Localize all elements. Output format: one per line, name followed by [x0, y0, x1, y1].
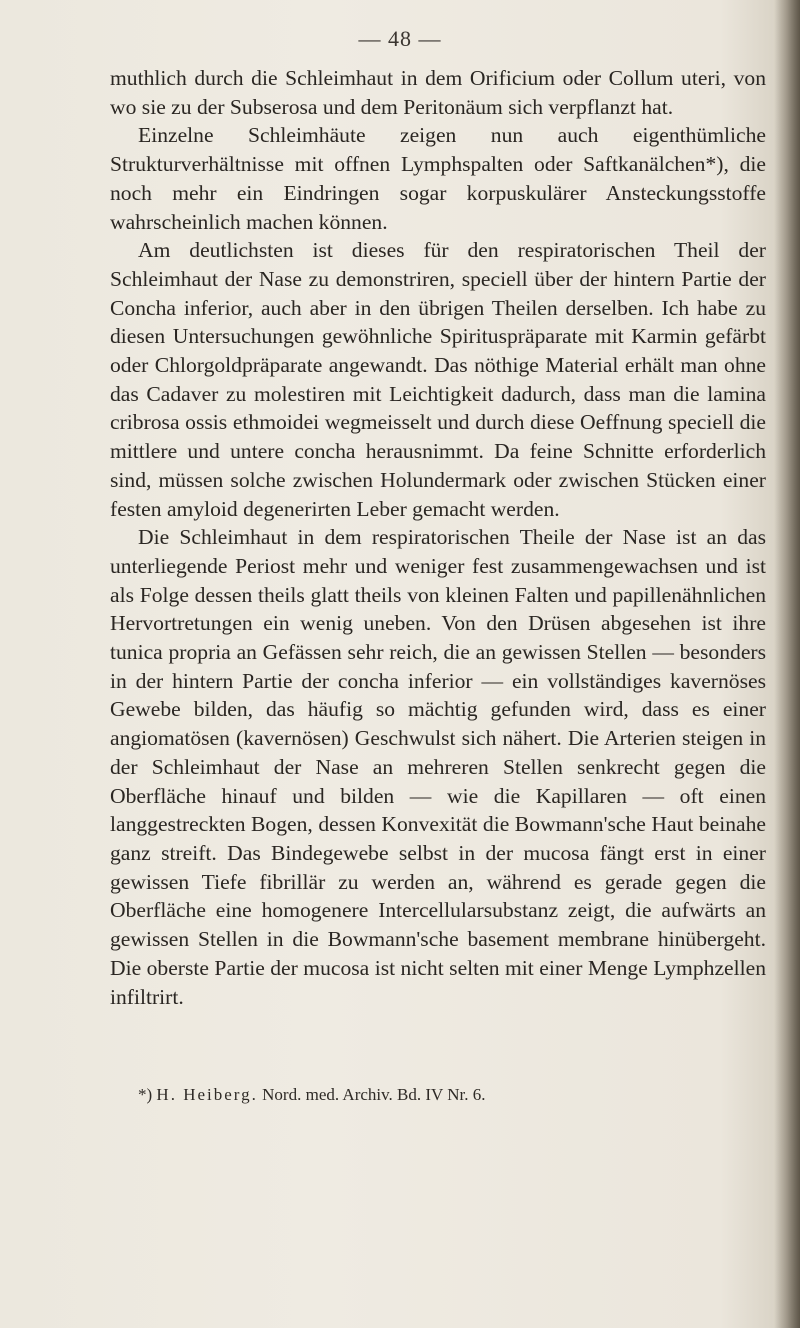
footnote-author: H. Heiberg. [156, 1085, 258, 1104]
footnote [138, 1084, 758, 1106]
page-edge-shadow [774, 0, 800, 1328]
footnote-citation: Nord. med. Archiv. Bd. IV Nr. 6. [262, 1085, 486, 1104]
paragraph-2: Einzelne Schleimhäute zeigen nun auch eigenthümliche Strukturverhältnisse mit offnen Lymphspalten oder Saftkanälchen*), die noch mehr ein Eindringen sogar korpuskulärer Ansteckungsstoffe wahrscheinlich machen können. [110, 123, 766, 234]
page-number: — 48 — [358, 26, 442, 51]
paragraph-4: Die Schleimhaut in dem respiratorischen Theile der Nase ist an das unterliegende Periost mehr und weniger fest zusammengewachsen und ist als Folge dessen theils glatt theils von kleinen Falten und papillenähnlichen Hervortretungen ein wenig uneben. Von den Drüsen abgesehen ist ihre tunica propria an Gefässen sehr reich, die an gewissen Stellen — besonders in der hintern Partie der concha inferior — ein vollständiges kavernöses Gewebe bilden, das häufig so mächtig gefunden wird, dass es einer angiomatösen (kavernösen) Geschwulst sich nähert. Die Arterien steigen in der Schleimhaut der Nase an mehreren Stellen senkrecht gegen die Oberfläche hinauf und bilden — wie die Kapillaren — oft einen langgestreckten Bogen, dessen Konvexität die Bowmann'sche Haut beinahe ganz streift. Das Bindegewebe selbst in der mucosa fängt erst in einer gewissen Tiefe fibrillär zu werden an, während es gerade gegen die Oberfläche eine homogenere Intercellularsubstanz zeigt, die aufwärts an gewissen Stellen in die Bowmann'sche basement membrane hinübergeht. Die oberste Partie der mucosa ist nicht selten mit einer Menge Lymphzellen infiltrirt. [110, 525, 766, 1009]
paragraph-1: muthlich durch die Schleimhaut in dem Orificium oder Collum uteri, von wo sie zu der Subserosa und dem Peritonäum sich verpflanzt hat. [110, 66, 766, 119]
footnote-marker: *) [138, 1085, 153, 1104]
paragraph-3: Am deutlichsten ist dieses für den respiratorischen Theil der Schleimhaut der Nase zu demonstriren, speciell über der hintern Partie der Concha inferior, auch aber in den übrigen Theilen derselben. Ich habe zu diesen Untersuchungen gewöhnliche Spirituspräparate mit Karmin gefärbt oder Chlorgoldpräparate angewandt. Das nöthige Material erhält man ohne das Cadaver zu molestiren mit Leichtigkeit dadurch, dass man die lamina cribrosa ossis ethmoidei wegmeisselt und durch diese Oeffnung speciell die mittlere und untere concha herausnimmt. Da feine Schnitte erforderlich sind, müssen solche zwischen Holundermark oder zwischen Stücken einer festen amyloid degenerirten Leber gemacht werden. [110, 238, 766, 521]
body-text [110, 64, 766, 1011]
